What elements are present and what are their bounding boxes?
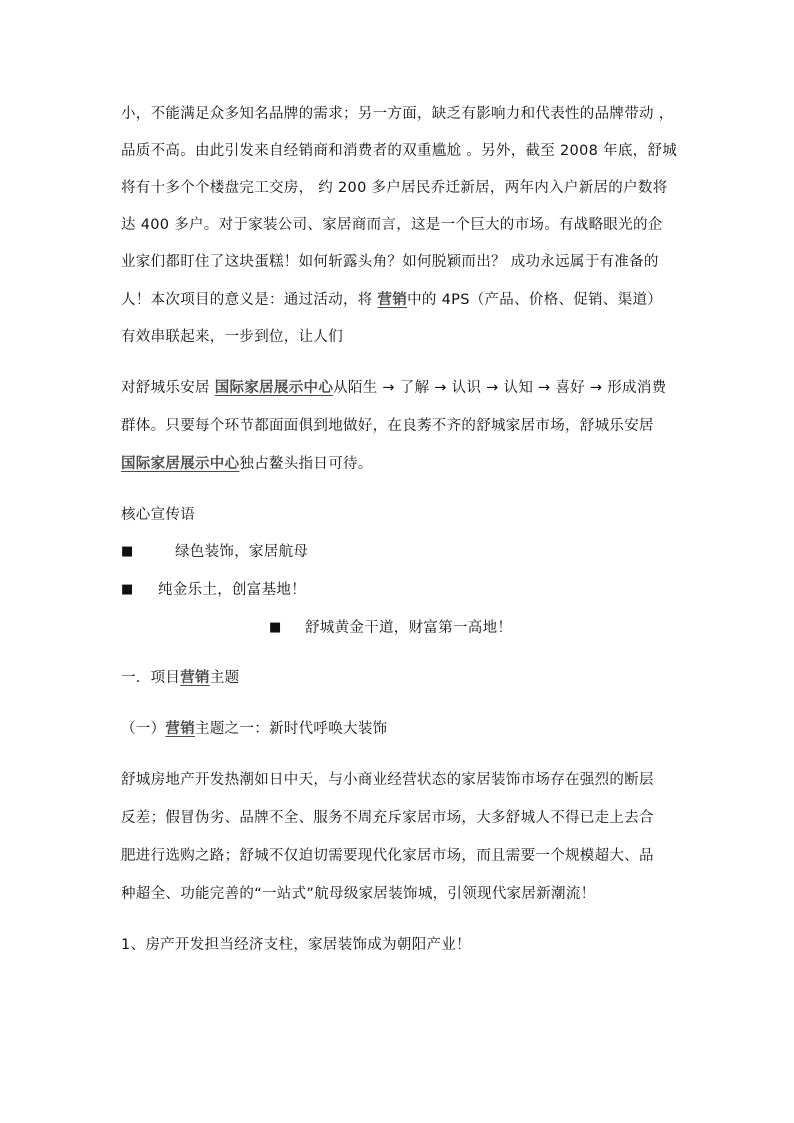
line-text: 对舒城乐安居 <box>121 380 215 396</box>
slogan-heading: 核心宣传语 <box>121 507 195 523</box>
keyword-link[interactable]: 国际家居展示中心 <box>121 456 240 472</box>
paragraph-line <box>121 290 662 310</box>
bullet-square-icon: ■ <box>121 544 134 559</box>
heading-text: 主题 <box>209 670 240 686</box>
subsection-heading <box>121 719 387 739</box>
paragraph-line <box>121 378 666 398</box>
point-heading: 1、房产开发担当经济支柱，家居装饰成为朝阳产业！ <box>121 937 471 953</box>
bullet-square-icon: ■ <box>269 620 282 635</box>
line-text: 从陌生 → 了解 → 认识 → 认知 → 喜好 → 形成消费 <box>333 380 667 396</box>
heading-text: 一．项目 <box>121 670 181 686</box>
paragraph-line: 舒城房地产开发热潮如日中天，与小商业经营状态的家居装饰市场存在强烈的断层 <box>121 772 654 788</box>
paragraph-line: 品质不高。由此引发来自经销商和消费者的双重尴尬 。另外，截至 2008 年底，舒城 <box>121 143 678 159</box>
paragraph-line: 反差；假冒伪劣、品牌不全、服务不周充斥家居市场，大多舒城人不得已走上去合 <box>121 810 654 826</box>
paragraph-line: 肥进行选购之路；舒城不仅迫切需要现代化家居市场，而且需要一个规模超大、品 <box>121 848 654 864</box>
paragraph-line: 群体。只要每个环节都面面俱到地做好，在良莠不齐的舒城家居市场，舒城乐安居 <box>121 418 654 434</box>
line-text: 中的 4PS（产品、价格、促销、渠道） <box>407 292 663 308</box>
keyword-link[interactable]: 营销 <box>377 292 408 308</box>
paragraph-line <box>121 454 373 474</box>
keyword-link[interactable]: 营销 <box>165 721 196 737</box>
bullet-square-icon: ■ <box>121 582 134 597</box>
bullet-text: 纯金乐土，创富基地！ <box>158 582 306 598</box>
bullet-text: 舒城黄金干道，财富第一高地！ <box>305 620 513 636</box>
line-text: 人！本次项目的意义是：通过活动，将 <box>121 292 378 308</box>
paragraph-line: 小，不能满足众多知名品牌的需求；另一方面，缺乏有影响力和代表性的品牌带动 ， <box>121 106 674 122</box>
heading-text: 主题之一：新时代呼唤大装饰 <box>195 721 388 737</box>
line-text: 独占鳌头指日可待。 <box>239 456 373 472</box>
paragraph-line: 达 400 多户。对于家装公司、家居商而言，这是一个巨大的市场。有战略眼光的企 <box>121 217 663 233</box>
section-heading <box>121 668 239 688</box>
paragraph-line: 业家们都盯住了这块蛋糕！如何斩露头角？如何脱颖而出？ 成功永远属于有准备的 <box>121 254 659 270</box>
paragraph-line: 种超全、功能完善的“一站式”航母级家居装饰城，引领现代家居新潮流！ <box>121 886 596 902</box>
heading-text: （一） <box>121 721 166 737</box>
paragraph-line: 将有十多个个楼盘完工交房， 约 200 多户居民乔迁新居，两年内入户新居的户数将 <box>121 180 668 196</box>
keyword-link[interactable]: 营销 <box>180 670 210 686</box>
bullet-text: 绿色装饰，家居航母 <box>175 544 309 560</box>
keyword-link[interactable]: 国际家居展示中心 <box>214 380 334 396</box>
paragraph-line: 有效串联起来，一步到位，让人们 <box>121 329 343 345</box>
